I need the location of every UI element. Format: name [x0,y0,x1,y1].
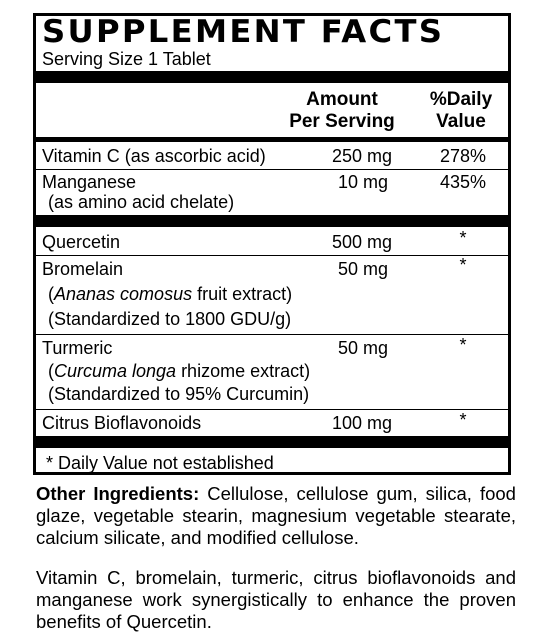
amount-header-line2: Per Serving [289,111,395,132]
nutrient-dv: * [459,228,467,248]
nutrient-name: Manganese [42,172,137,192]
nutrient-name: Citrus Bioflavonoids [42,413,202,433]
nutrient-source [48,283,292,305]
nutrient-amount: 500 mg [331,232,393,252]
nutrient-name: Quercetin [42,232,121,252]
nutrient-source [48,360,310,382]
amount-header [282,89,402,133]
dv-header-line1: %Daily [429,89,493,110]
other-ingredients [36,483,516,549]
nutrient-dv: * [459,410,467,430]
source-latin-name: Curcuma longa [54,361,177,381]
nutrient-amount: 100 mg [331,413,393,433]
nutrient-dv: 278% [439,146,487,166]
source-paren: ( [48,361,54,381]
nutrient-dv: * [459,255,467,275]
dv-header [416,89,506,133]
dv-header-line2: Value [436,111,486,132]
source-part: rhizome extract) [176,361,311,381]
nutrient-name: Turmeric [42,338,113,358]
other-ingredients-text: Cellulose, cellulose gum, silica, food glaze, vegetable stearin, magnesium vegetable stearate, calcium silicate, and modified cellulose. [36,483,516,548]
supplement-facts-panel [33,13,511,475]
nutrient-amount: 50 mg [337,338,389,358]
divider-thick [36,71,508,83]
nutrient-dv: 435% [439,172,487,192]
divider-thick [36,436,508,448]
nutrient-dv: * [459,335,467,355]
nutrient-source: (as amino acid chelate) [48,192,235,212]
panel-title: SUPPLEMENT FACTS [42,14,445,50]
product-description: Vitamin C, bromelain, turmeric, citrus bioflavonoids and manganese work synergistically to enhance the proven benefits of Quercetin. [36,567,516,632]
nutrient-amount: 250 mg [331,146,393,166]
row-divider [36,169,508,170]
source-paren: ( [48,284,54,304]
serving-size: Serving Size 1 Tablet [42,49,211,69]
nutrient-standardization: (Standardized to 1800 GDU/g) [48,309,292,329]
nutrient-name: Vitamin C (as ascorbic acid) [42,146,266,166]
nutrient-amount: 50 mg [337,259,389,279]
nutrient-name: Bromelain [42,259,124,279]
source-part: fruit extract) [192,284,293,304]
nutrient-standardization: (Standardized to 95% Curcumin) [48,384,310,404]
divider-thick [36,215,508,227]
divider-medium [36,137,508,142]
amount-header-line1: Amount [306,89,378,110]
source-latin-name: Ananas comosus [54,284,193,304]
nutrient-amount: 10 mg [337,172,389,192]
daily-value-footnote: * Daily Value not established [46,453,274,473]
other-ingredients-label: Other Ingredients: [36,483,200,504]
